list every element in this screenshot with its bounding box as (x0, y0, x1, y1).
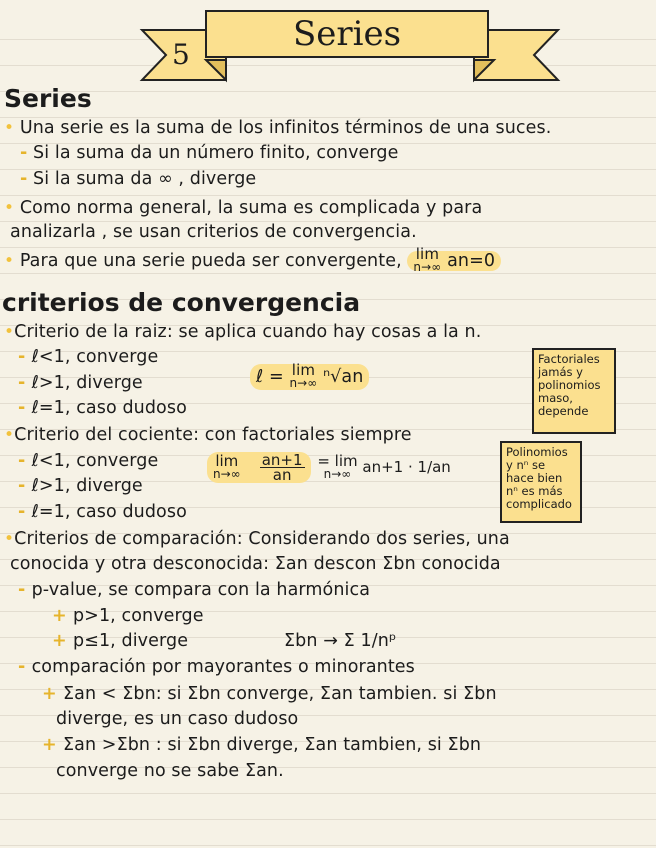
list-item: - ℓ<1, converge (18, 347, 159, 367)
chapter-number: 5 (172, 38, 190, 71)
list-item: + p>1, converge (52, 606, 204, 626)
limit-highlight: lim n→∞ an=0 (407, 251, 501, 271)
root-test-title: •Criterio de la raiz: se aplica cuando hay cosas a la n. (4, 322, 482, 342)
list-item: - ℓ=1, caso dudoso (18, 502, 187, 522)
list-item: - ℓ>1, diverge (18, 373, 143, 393)
pvalue-formula: Σbn → Σ 1/nᵖ (284, 631, 397, 651)
sticky-note-factoriales: Factoriales jamás y polinomios maso, depende (532, 348, 616, 434)
list-item: + p≤1, diverge (52, 631, 189, 651)
page-title: Series (205, 10, 489, 58)
list-item: - Si la suma da un número finito, converge (20, 143, 399, 163)
list-item: diverge, es un caso dudoso (56, 709, 299, 729)
root-formula: ℓ = lim n→∞ ⁿ√an (250, 364, 369, 390)
list-item: + Σan >Σbn : si Σbn diverge, Σan tambien, si Σbn (42, 735, 482, 755)
section-heading-series: Series (4, 84, 92, 113)
sticky-note-polinomios: Polinomios y nⁿ se hace bien nⁿ es más complicado (500, 441, 582, 523)
ratio-test-title: •Criterio del cociente: con factoriales siempre (4, 425, 412, 445)
ratio-formula: lim n→∞ $\frac{an+1}{an}$ = lim n→∞ an+1 · 1/an (207, 452, 451, 483)
list-item: • Una serie es la suma de los infinitos términos de una suces. (4, 118, 552, 138)
list-item: • Para que una serie pueda ser convergente, lim n→∞ an=0 (4, 248, 501, 274)
list-item: converge no se sabe Σan. (56, 761, 284, 781)
bullet: • (4, 118, 15, 138)
section-heading-criterios: criterios de convergencia (2, 288, 361, 317)
list-item: - ℓ=1, caso dudoso (18, 398, 187, 418)
list-item: analizarla , se usan criterios de convergencia. (10, 222, 417, 242)
list-item: • Como norma general, la suma es complicada y para (4, 198, 483, 218)
list-item: - ℓ<1, converge (18, 451, 159, 471)
list-item: - ℓ>1, diverge (18, 476, 143, 496)
comparison-title-cont: conocida y otra desconocida: Σan descon Σbn conocida (10, 554, 501, 574)
mayorantes-item: - comparación por mayorantes o minorantes (18, 657, 415, 677)
list-item: + Σan < Σbn: si Σbn converge, Σan tambien. si Σbn (42, 684, 497, 704)
list-item: - Si la suma da ∞ , diverge (20, 169, 257, 189)
comparison-title: •Criterios de comparación: Considerando dos series, una (4, 529, 510, 549)
pvalue-item: - p-value, se compara con la harmónica (18, 580, 371, 600)
